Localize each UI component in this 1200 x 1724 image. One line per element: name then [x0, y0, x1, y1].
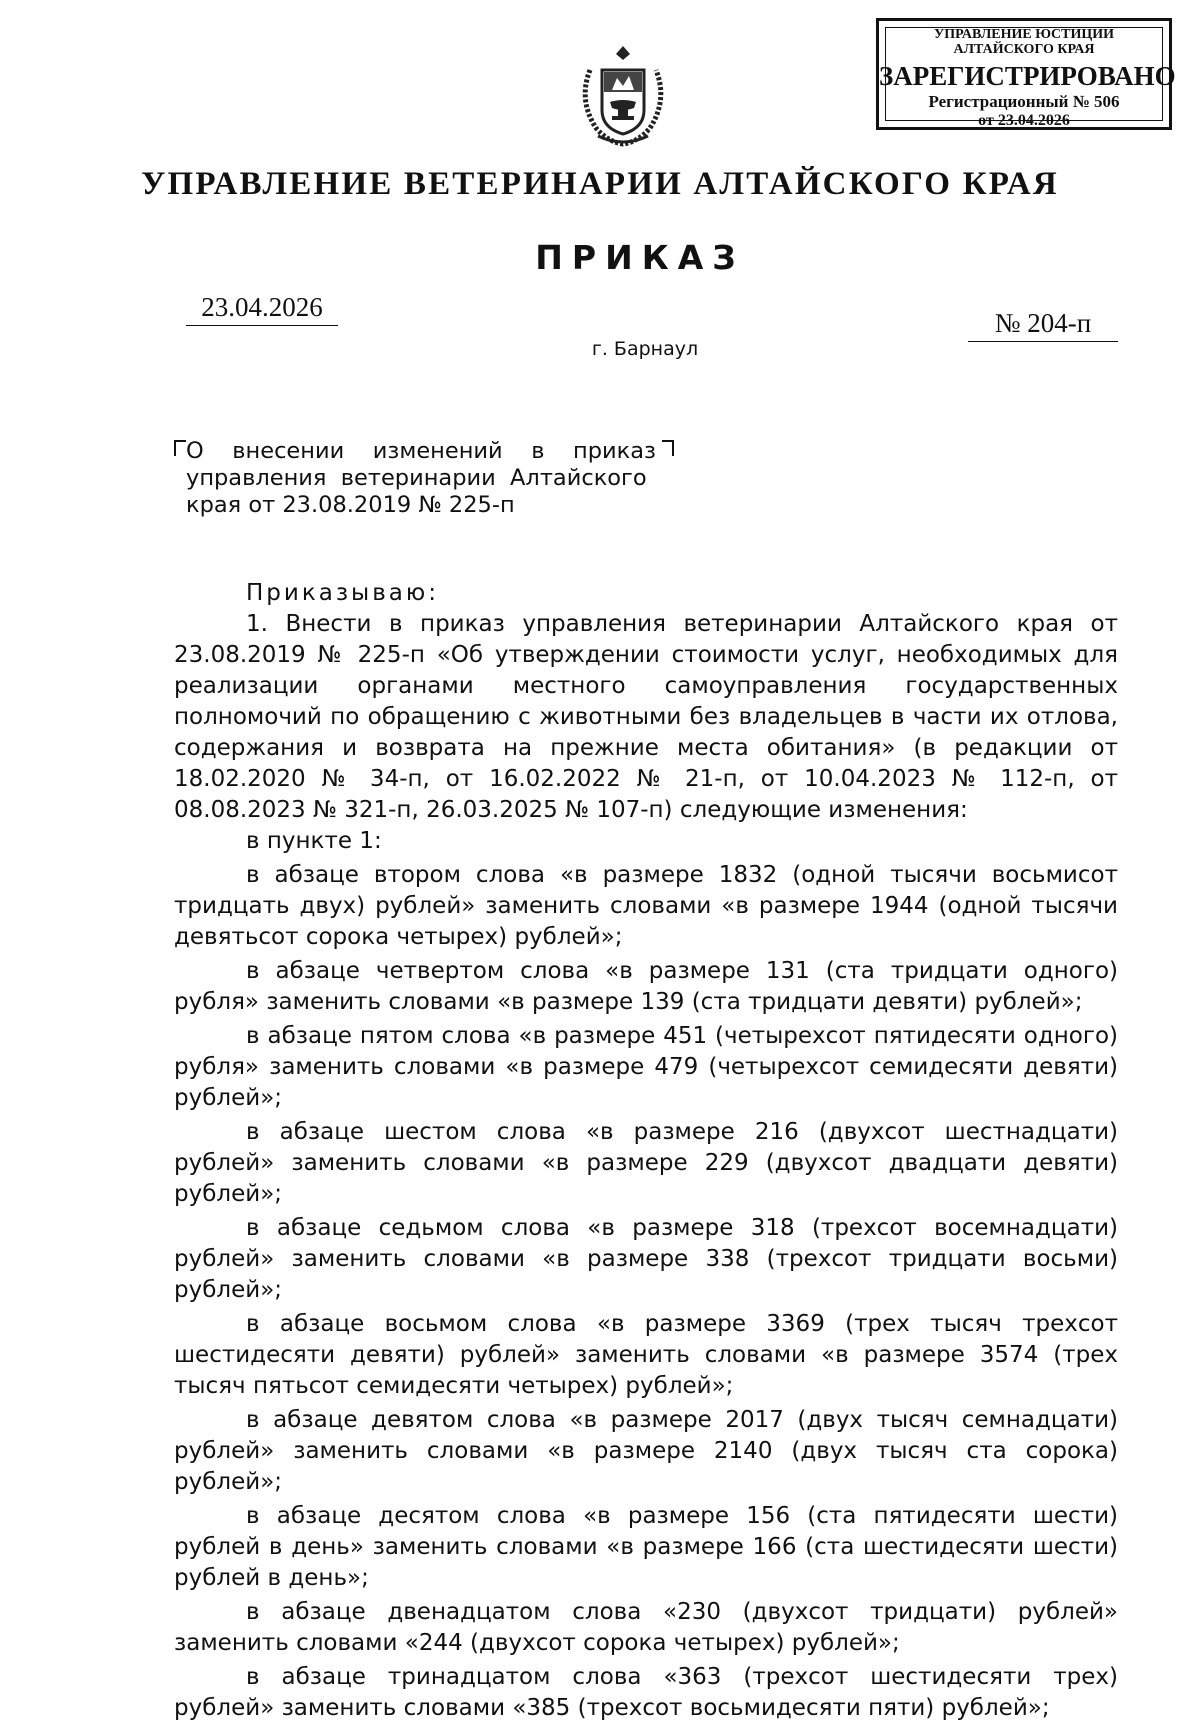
subject-line-1 — [186, 438, 656, 465]
stamp-reg-number: Регистрационный № 506 — [928, 92, 1120, 112]
document-type: ПРИКАЗ — [535, 238, 745, 277]
body-paragraph: в пункте 1: — [246, 828, 382, 854]
subject-bracket-left — [174, 440, 186, 456]
document-date: 23.04.2026 — [186, 292, 338, 326]
registration-stamp — [876, 18, 1176, 130]
subject-bracket-right — [662, 440, 674, 456]
stamp-line-2: АЛТАЙСКОГО КРАЯ — [953, 42, 1095, 58]
body-paragraph: в абзаце пятом слова «в размере 451 (четырехсот пятидесяти одного) рубля» заменить словами «в размере 479 (четырехсот семидесяти девяти) рублей»; — [174, 1023, 1118, 1111]
document-subject — [186, 438, 656, 519]
stamp-inner-border — [885, 27, 1163, 121]
body-paragraph: 1. Внести в приказ управления ветеринарии Алтайского края от 23.08.2019 № 225-п «Об утверждении стоимости услуг, необходимых для реализации органами местного самоуправления государственных полномочий по обращению с животными без владельцев в части их отлова, содержания и возврата на прежние места обитания» (в редакции от 18.02.2020 № 34-п, от 16.02.2022 № 21-п, от 10.04.2023 № 112-п, от 08.08.2023 № 321-п, 26.03.2025 № 107-п) следующие изменения: — [174, 611, 1118, 823]
document-body — [174, 578, 1118, 1724]
body-paragraph: в абзаце девятом слова «в размере 2017 (двух тысяч семнадцати) рублей» заменить словами «в размере 2140 (двух тысяч ста сорока) рублей»; — [174, 1407, 1118, 1495]
subject-word: О — [186, 438, 204, 464]
stamp-line-1: УПРАВЛЕНИЕ ЮСТИЦИИ — [934, 27, 1114, 42]
subject-line-2: управления ветеринарии Алтайского — [186, 465, 647, 491]
agency-name: УПРАВЛЕНИЕ ВЕТЕРИНАРИИ АЛТАЙСКОГО КРАЯ — [141, 166, 1059, 202]
body-paragraph: в абзаце тринадцатом слова «363 (трехсот шестидесяти трех) рублей» заменить словами «385 (трехсот восьмидесяти пяти) рублей»; — [174, 1664, 1118, 1721]
subject-word: в — [531, 438, 545, 464]
order-intro: Приказываю: — [246, 580, 439, 606]
subject-word: изменений — [372, 438, 503, 464]
body-paragraph: в абзаце восьмом слова «в размере 3369 (трех тысяч трехсот шестидесяти девяти) рублей» заменить словами «в размере 3574 (трех тысяч пятьсот семидесяти четырех) рублей»; — [174, 1311, 1118, 1399]
body-paragraph: в абзаце шестом слова «в размере 216 (двухсот шестнадцати) рублей» заменить словами «в размере 229 (двухсот двадцати девяти) рублей»; — [174, 1119, 1118, 1207]
coat-of-arms-emblem — [568, 40, 678, 150]
body-paragraph: в абзаце четвертом слова «в размере 131 (ста тридцати одного) рубля» заменить словами «в размере 139 (ста тридцати девяти) рублей»; — [174, 958, 1118, 1015]
document-number: № 204-п — [968, 308, 1118, 342]
stamp-reg-date: от 23.04.2026 — [978, 112, 1070, 130]
body-paragraph: в абзаце десятом слова «в размере 156 (ста пятидесяти шести) рублей в день» заменить словами «в размере 166 (ста шестидесяти шести) рублей в день»; — [174, 1503, 1118, 1591]
document-city: г. Барнаул — [591, 338, 699, 360]
subject-word: внесении — [232, 438, 345, 464]
subject-word: приказ — [573, 438, 656, 464]
stamp-status: ЗАРЕГИСТРИРОВАНО — [879, 60, 1176, 91]
body-paragraph: в абзаце втором слова «в размере 1832 (одной тысячи восьмисот тридцать двух) рублей» заменить словами «в размере 1944 (одной тысячи девятьсот сорока четырех) рублей»; — [174, 862, 1118, 950]
body-paragraph: в абзаце двенадцатом слова «230 (двухсот тридцати) рублей» заменить словами «244 (двухсот сорока четырех) рублей»; — [174, 1599, 1118, 1656]
subject-line-3: края от 23.08.2019 № 225-п — [186, 492, 515, 518]
body-paragraph: в абзаце седьмом слова «в размере 318 (трехсот восемнадцати) рублей» заменить словами «в размере 338 (трехсот тридцати восьми) рублей»; — [174, 1215, 1118, 1303]
